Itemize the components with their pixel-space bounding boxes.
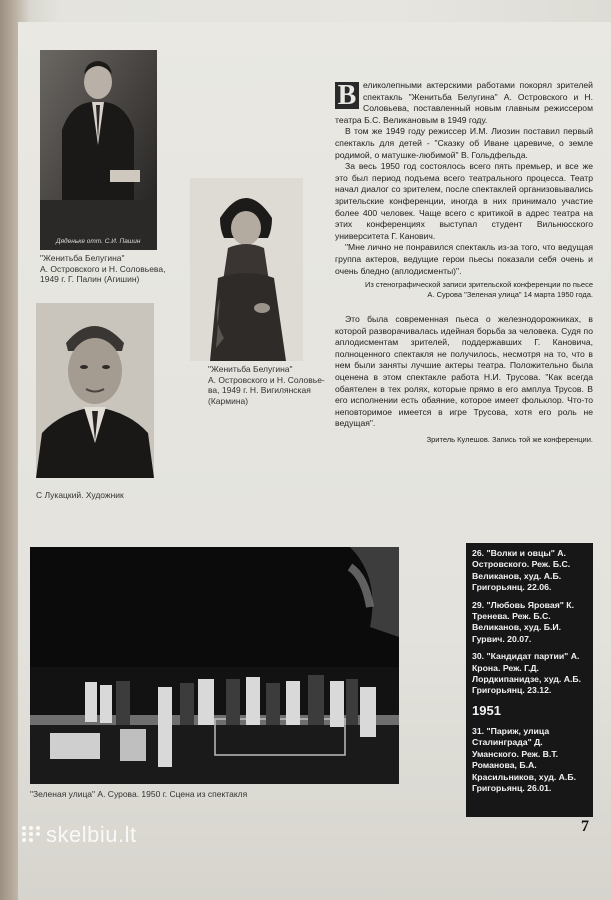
caption-photo2: "Женитьба Белугина" А. Островского и Н. Соловье- ва, 1949 г. Н. Вигилянская (Кармина) (208, 364, 325, 406)
chronology-year: 1951 (472, 702, 501, 718)
article-paragraph-3: За весь 1950 год состоялось всего пять премьер, и все же это был период подъема всего театрального процесса. Театр начал диалог со зрителем, после спектаклей организовывались зрительские конференции, иногда в них принимало участие более 400 человек. Чаще всего с критикой в адрес театра на этих конференциях выступал студент Вильнюсского университета Г. Канович. (335, 161, 593, 241)
photo-palin-agishin (40, 50, 157, 250)
caption-scene-photo: "Зеленая улица" А. Сурова. 1950 г. Сцена из спектакля (30, 789, 248, 799)
photo-lukatsky-portrait (36, 303, 154, 478)
drop-cap: В (335, 82, 359, 109)
photo3-figure (36, 303, 154, 478)
watermark-text: skelbiu.lt (46, 822, 137, 847)
photo1-figure (40, 50, 157, 250)
caption-photo1: "Женитьба Белугина" А. Островского и Н. Соловьева, 1949 г. Г. Палин (Агишин) (40, 253, 166, 284)
source-note-1: Из стенографической записи зрительской конференции по пьесе А. Сурова "Зеленая улица" 14 марта 1950 года. (364, 280, 593, 300)
caption-photo3: С Лукацкий. Художник (36, 490, 124, 500)
chronology-box (466, 543, 593, 817)
chronology-item: 26. "Волки и овцы" А. Островского. Реж. Б.С. Великанов, худ. А.Б. Григорьянц. 22.06. (472, 548, 571, 593)
scene-figure (30, 547, 399, 784)
article-quote-1: "Мне лично не понравился спектакль из-за того, что ведущая группа актеров, ведущие герои пьесы показали себя очень и очень бледно (аплодисменты)". (335, 242, 593, 276)
article-paragraph-2: В том же 1949 году режиссер И.М. Лиозин поставил первый спектакль для детей - "Сказку об Иване царевиче, о земле родимой, о матушке-любимой" В. Гольдфельда. (335, 126, 593, 160)
photo1-inscription: Дяденьке отт. С.И. Пашин (56, 238, 141, 245)
photo-vigilyanskaya-karmina (190, 178, 303, 361)
article-text (335, 80, 593, 445)
chronology-item: 30. "Кандидат партии" А. Крона. Реж. Г.Д. Лордкипанидзе, худ. А.Б. Григорьянц. 23.12. (472, 651, 582, 696)
source-note-2: Зритель Кулешов. Запись той же конференции. (426, 435, 593, 445)
watermark-dots-icon (20, 824, 44, 844)
chronology-item: 29. "Любовь Яровая" К. Тренева. Реж. Б.С. Великанов, худ. Б.И. Гурвич. 20.07. (472, 599, 575, 644)
chronology-item: 31. "Париж, улица Сталинграда" Д. Уманского. Реж. В.Т. Романова, Б.А. Красильников, худ. А.Б. Григорьянц. 26.01. (472, 725, 577, 793)
photo2-figure (190, 178, 303, 361)
page-number: 7 (581, 818, 589, 835)
photo-zelenaya-ulitsa-scene (30, 547, 399, 784)
article-paragraph-1: В еликолепными актерскими работами покорял зрителей спектакль "Женитьба Белугина" А. Островского и Н. Соловьева, поставленный новым главным режиссером театра Б.С. Великановым в 1949 году. (335, 80, 593, 125)
article-paragraph-5: Это была современная пьеса о железнодорожниках, в которой разворачивалась идейная борьба за человека. Судя по аплодисментам зрителей, поддержавших Г. Кановича, полноценного спектакля не получилось, несмотря на то, что в нем были заняты лучшие актеры театра. Положительно была оценена в этом спектакле работа Н.И. Трусова. "Как всегда обаятелен в тех ролях, которые прямо в его амплуа Трусов. В его исполнении есть обаяние, которое имеет фольклор. Что-то неповторимое имеется в игре Трусова, хотя его роль не ведущая". (335, 314, 593, 429)
